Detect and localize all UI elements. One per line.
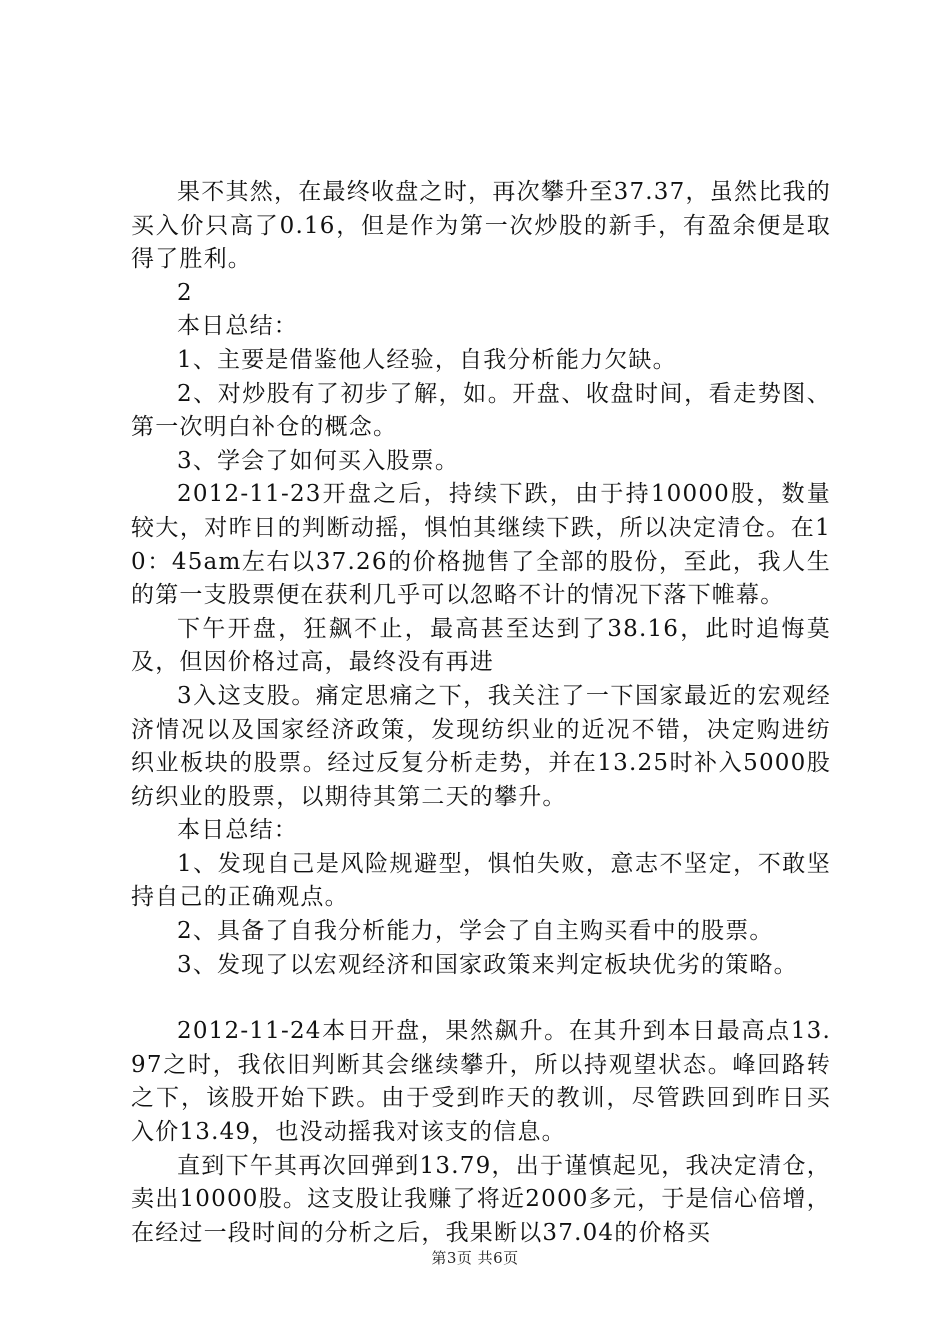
summary-2-item-1: 1、发现自己是风险规避型，惧怕失败，意志不坚定，不敢坚持自己的正确观点。	[131, 850, 831, 911]
summary-heading-1: 本日总结：	[177, 313, 298, 340]
summary-2-item-2: 2、具备了自我分析能力，学会了自主购买看中的股票。	[177, 918, 774, 945]
paragraph-2012-11-23: 2012-11-23开盘之后，持续下跌，由于持10000股，数量较大，对昨日的判断动摇，惧怕其继续下跌，所以决定清仓。在10：45am左右以37.26的价格抛售了全部的股份，至此，我人生的第一支股票便在获利几乎可以忽略不计的情况下落下帷幕。	[131, 481, 831, 609]
paragraph-2012-11-24: 2012-11-24本日开盘，果然飙升。在其升到本日最高点13.97之时，我依旧判断其会继续攀升，所以持观望状态。峰回路转之下，该股开始下跌。由于受到昨天的教训，尽管跌回到昨日买入价13.49，也没动摇我对该支的信息。	[131, 1018, 831, 1146]
paragraph-afternoon: 下午开盘，狂飙不止，最高甚至达到了38.16，此时追悔莫及，但因价格过高，最终没有再进	[131, 615, 831, 676]
paragraph-rebound: 直到下午其再次回弹到13.79，出于谨慎起见，我决定清仓，卖出10000股。这支股让我赚了将近2000多元，于是信心倍增，在经过一段时间的分析之后，我果断以37.04的价格买	[131, 1152, 831, 1246]
paragraph-1: 果不其然，在最终收盘之时，再次攀升至37.37，虽然比我的买入价只高了0.16，但是作为第一次炒股的新手，有盈余便是取得了胜利。	[131, 179, 831, 273]
blank-line	[131, 982, 831, 1015]
document-body	[131, 176, 831, 1250]
summary-1-item-2: 2、对炒股有了初步了解，如。开盘、收盘时间，看走势图、第一次明白补仓的概念。	[131, 380, 831, 441]
page-footer: 第3页 共6页	[431, 1249, 519, 1267]
summary-2-item-3: 3、发现了以宏观经济和国家政策来判定板块优劣的策略。	[177, 951, 798, 978]
summary-1-item-1: 1、主要是借鉴他人经验，自我分析能力欠缺。	[177, 346, 677, 373]
summary-heading-2: 本日总结：	[177, 817, 298, 844]
summary-1-item-3: 3、学会了如何买入股票。	[177, 447, 460, 474]
page-marker-2: 2	[177, 279, 193, 306]
paragraph-textile: 3入这支股。痛定思痛之下，我关注了一下国家最近的宏观经济情况以及国家经济政策，发现纺织业的近况不错，决定购进纺织业板块的股票。经过反复分析走势，并在13.25时补入5000股纺织业的股票，以期待其第二天的攀升。	[131, 682, 831, 810]
